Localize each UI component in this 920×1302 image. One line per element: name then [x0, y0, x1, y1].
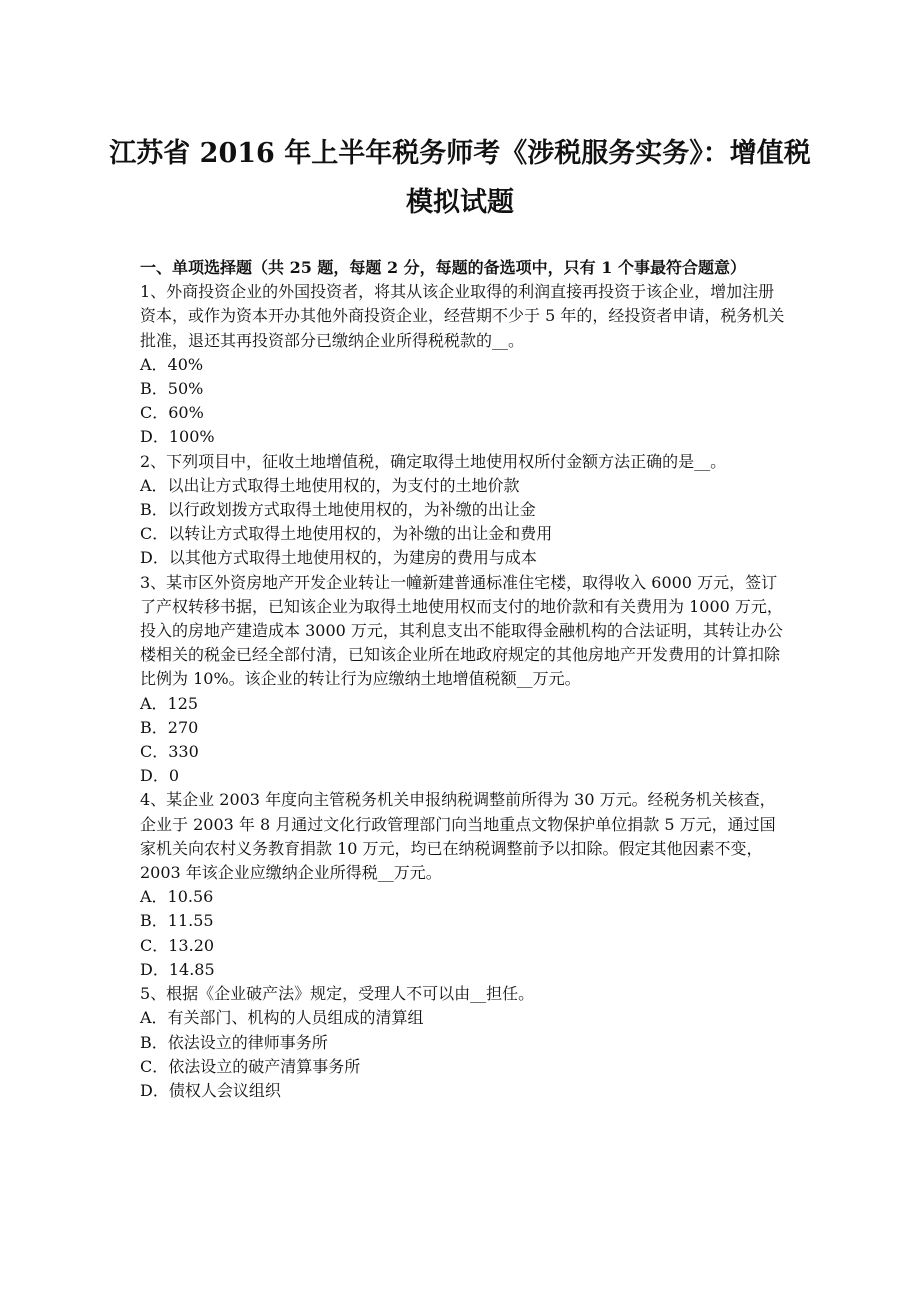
section-heading: 一、单项选择题（共 25 题，每题 2 分，每题的备选项中，只有 1 个事最符合题意） — [140, 258, 746, 277]
question-1 — [140, 280, 790, 449]
option-c: C．13.20 — [140, 935, 215, 955]
option-d: D．0 — [140, 766, 180, 786]
document-title-line-1: 江苏省 2016 年上半年税务师考《涉税服务实务》：增值税 — [109, 138, 811, 169]
question-3 — [140, 571, 790, 789]
option-c: C．60% — [140, 403, 204, 423]
option-b: B．50% — [140, 379, 204, 399]
option-b: B．11.55 — [140, 911, 214, 931]
option-d: D．债权人会议组织 — [140, 1080, 281, 1100]
question-stem: 1、外商投资企业的外国投资者，将其从该企业取得的利润直接再投资于该企业，增加注册资本，或作为资本开办其他外商投资企业，经营期不少于 5 年的，经投资者申请，税务机关批准，退还其再投资部分已缴纳企业所得税税款的__。 — [140, 282, 785, 350]
option-d: D．14.85 — [140, 959, 215, 979]
option-b: B．270 — [140, 717, 199, 737]
question-stem: 3、某市区外资房地产开发企业转让一幢新建普通标准住宅楼，取得收入 6000 万元，签订了产权转移书据，已知该企业为取得土地使用权而支付的地价款和有关费用为 1000 万元，投入的房地产建造成本 3000 万元，其利息支出不能取得金融机构的合法证明，其转让办公楼相关的税金已经全部付清，已知该企业所在地政府规定的其他房地产开发费用的计算扣除比例为 10%。该企业的转让行为应缴纳土地增值税额__万元。 — [140, 572, 783, 689]
option-b: B．依法设立的律师事务所 — [140, 1032, 328, 1052]
question-2 — [140, 450, 790, 571]
document-title-line-2: 模拟试题 — [406, 187, 514, 218]
question-4 — [140, 788, 790, 982]
option-c: C．330 — [140, 742, 199, 762]
option-a: A．40% — [140, 354, 204, 374]
option-b: B．以行政划拨方式取得土地使用权的，为补缴的出让金 — [140, 500, 536, 520]
option-c: C．以转让方式取得土地使用权的，为补缴的出让金和费用 — [140, 524, 553, 544]
option-d: D．100% — [140, 427, 215, 447]
option-a: A．125 — [140, 693, 199, 713]
option-a: A．有关部门、机构的人员组成的清算组 — [140, 1008, 424, 1028]
option-c: C．依法设立的破产清算事务所 — [140, 1056, 361, 1076]
question-stem: 2、下列项目中，征收土地增值税，确定取得土地使用权所付金额方法正确的是__。 — [140, 451, 727, 471]
question-stem: 4、某企业 2003 年度向主管税务机关申报纳税调整前所得为 30 万元。经税务机关核查，企业于 2003 年 8 月通过文化行政管理部门向当地重点文物保护单位捐款 5 万元，通过国家机关向农村义务教育捐款 10 万元，均已在纳税调整前予以扣除。假定其他因素不变， 2003 年该企业应缴纳企业所得税__万元。 — [140, 790, 776, 883]
option-a: A．10.56 — [140, 887, 214, 907]
document-body — [140, 256, 790, 1103]
option-a: A．以出让方式取得土地使用权的，为支付的土地价款 — [140, 475, 520, 495]
option-d: D．以其他方式取得土地使用权的，为建房的费用与成本 — [140, 548, 537, 568]
question-stem: 5、根据《企业破产法》规定，受理人不可以由__担任。 — [140, 984, 535, 1004]
question-5 — [140, 982, 790, 1103]
